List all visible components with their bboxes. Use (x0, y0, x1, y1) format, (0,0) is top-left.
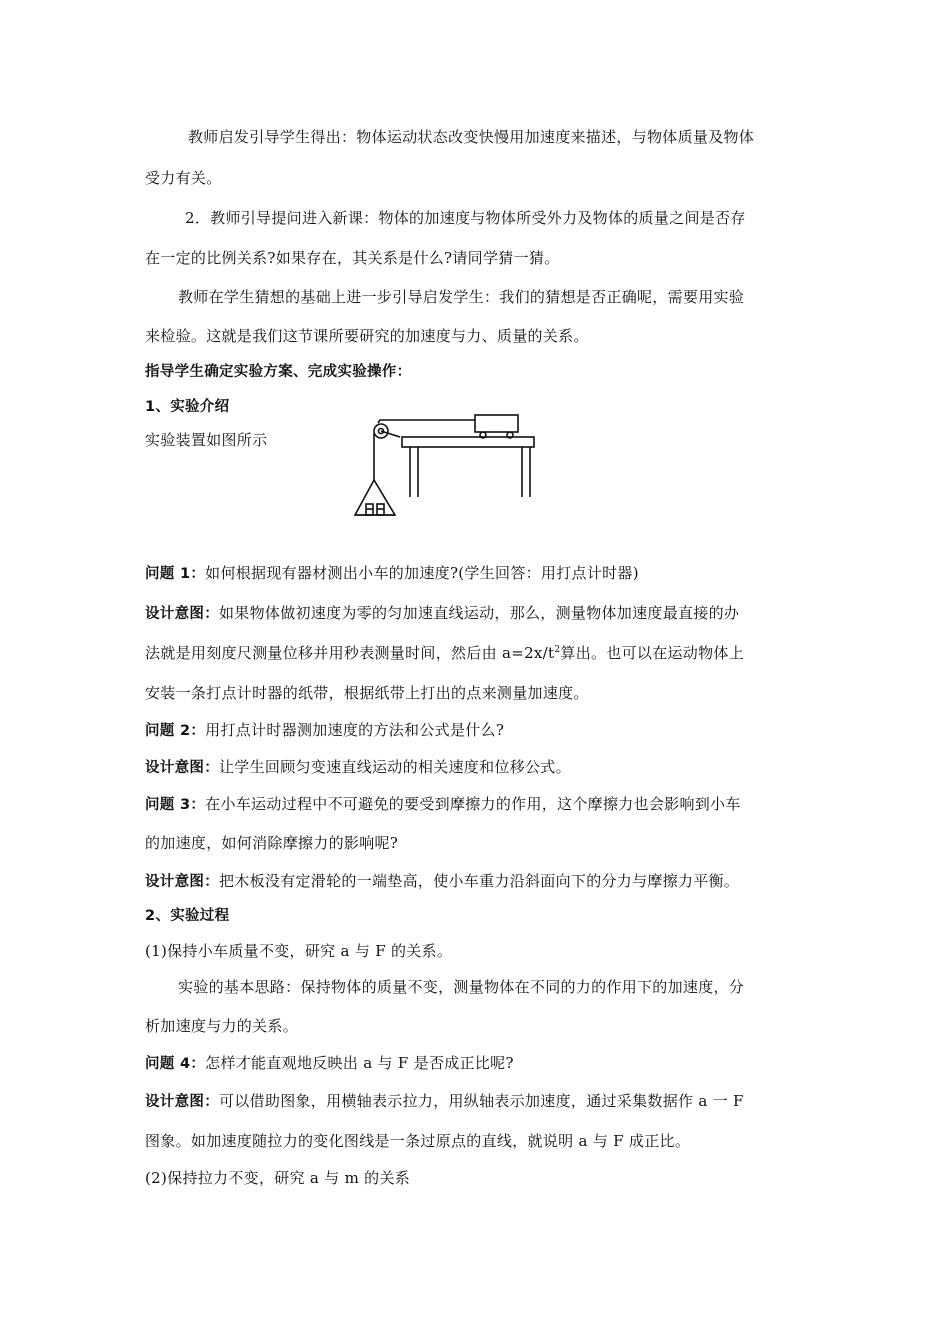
paragraph-line: 实验的基本思路：保持物体的质量不变，测量物体在不同的力的作用下的加速度，分 (178, 978, 745, 996)
question-label: 问题 4： (145, 1056, 206, 1072)
superscript: 2 (554, 645, 561, 655)
paragraph-line: 2．教师引导提问进入新课：物体的加速度与物体所受外力及物体的质量之间是否存 (185, 209, 746, 227)
design-intent-4 (145, 1091, 815, 1112)
question-label: 问题 2： (145, 723, 206, 739)
paragraph-line: 来检验。这就是我们这节课所要研究的加速度与力、质量的关系。 (145, 327, 589, 345)
design-intent-2 (145, 757, 815, 778)
design-intent-1-line-2 (145, 643, 815, 663)
question-1 (145, 563, 815, 584)
table-top (402, 437, 534, 447)
paragraph-line: 在一定的比例关系?如果存在，其关系是什么?请同学猜一猜。 (145, 249, 560, 267)
design-intent-text: 可以借助图象，用横轴表示拉力，用纵轴表示加速度，通过采集数据作 a 一 F (219, 1092, 744, 1110)
design-intent-label: 设计意图： (145, 874, 219, 890)
question-2 (145, 720, 815, 741)
design-intent-text: 算出。也可以在运动物体上 (560, 644, 745, 662)
design-intent-1 (145, 603, 815, 624)
weight-tray (355, 480, 395, 515)
question-label: 问题 1： (145, 566, 206, 582)
design-intent-label: 设计意图： (145, 606, 219, 622)
question-text: 怎样才能直观地反映出 a 与 F 是否成正比呢? (205, 1054, 514, 1072)
paragraph-line: 图象。如加速度随拉力的变化图线是一条过原点的直线，就说明 a 与 F 成正比。 (145, 1132, 691, 1150)
paragraph-line: 受力有关。 (145, 169, 222, 187)
paragraph-line: 析加速度与力的关系。 (145, 1017, 299, 1035)
design-intent-3 (145, 871, 815, 892)
paragraph-line: 教师在学生猜想的基础上进一步引导启发学生：我们的猜想是否正确呢，需要用实验 (178, 288, 745, 306)
experiment-apparatus-diagram (350, 405, 550, 525)
string-line (378, 420, 475, 423)
figure-caption: 实验装置如图所示 (145, 431, 268, 449)
design-intent-text: 法就是用刻度尺测量位移并用秒表测量时间，然后由 a=2x/t (145, 644, 555, 662)
section-title-2: 2、实验过程 (145, 908, 230, 924)
paragraph-line: 的加速度，如何消除摩擦力的影响呢? (145, 834, 399, 852)
question-text: 如何根据现有器材测出小车的加速度?(学生回答：用打点计时器) (205, 564, 639, 582)
subsection-1: (1)保持小车质量不变，研究 a 与 F 的关系。 (145, 942, 453, 960)
section-title-1: 1、实验介绍 (145, 399, 230, 415)
design-intent-label: 设计意图： (145, 760, 219, 776)
design-intent-label: 设计意图： (145, 1094, 219, 1110)
question-label: 问题 3： (145, 797, 206, 813)
design-intent-text: 让学生回顾匀变速直线运动的相关速度和位移公式。 (219, 758, 571, 776)
subsection-2: (2)保持拉力不变，研究 a 与 m 的关系 (145, 1169, 411, 1187)
question-4 (145, 1053, 815, 1074)
section-heading: 指导学生确定实验方案、完成实验操作： (145, 364, 412, 380)
design-intent-text: 把木板没有定滑轮的一端垫高，使小车重力沿斜面向下的分力与摩擦力平衡。 (219, 872, 740, 890)
paragraph-line: 安装一条打点计时器的纸带，根据纸带上打出的点来测量加速度。 (145, 684, 589, 702)
design-intent-text: 如果物体做初速度为零的匀加速直线运动，那么，测量物体加速度最直接的办 (219, 604, 740, 622)
cart-body (475, 415, 518, 432)
paragraph-line: 教师启发引导学生得出：物体运动状态改变快慢用加速度来描述，与物体质量及物体 (188, 128, 755, 146)
question-3 (145, 794, 815, 815)
question-text: 在小车运动过程中不可避免的要受到摩擦力的作用，这个摩擦力也会影响到小车 (205, 795, 741, 813)
question-text: 用打点计时器测加速度的方法和公式是什么? (205, 721, 505, 739)
